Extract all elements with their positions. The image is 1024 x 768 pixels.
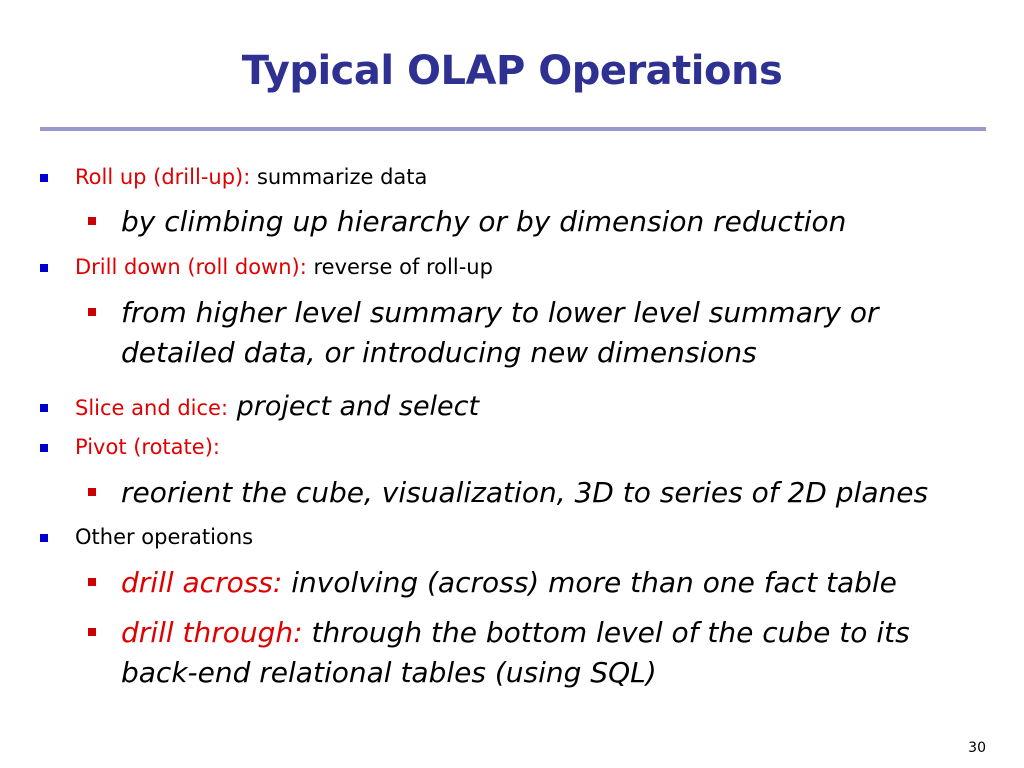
title-divider bbox=[40, 127, 986, 131]
desc-roll-up: summarize data bbox=[250, 165, 428, 189]
term-pivot: Pivot (rotate): bbox=[75, 435, 220, 459]
square-bullet-icon bbox=[88, 217, 96, 225]
term-drill-across: drill across: bbox=[121, 566, 283, 599]
sub-text-pivot: reorient the cube, visualization, 3D to series of 2D planes bbox=[121, 476, 929, 509]
square-bullet-icon bbox=[40, 174, 48, 182]
square-bullet-icon bbox=[88, 488, 96, 496]
term-drill-down: Drill down (roll down): bbox=[75, 255, 307, 279]
desc-drill-down: reverse of roll-up bbox=[306, 255, 493, 279]
term-slice-dice: Slice and dice: bbox=[75, 396, 229, 420]
sub-text-roll-up: by climbing up hierarchy or by dimension reduction bbox=[121, 205, 847, 238]
square-bullet-icon bbox=[88, 308, 96, 316]
square-bullet-icon bbox=[40, 264, 48, 272]
desc-drill-through-line2: back-end relational tables (using SQL) bbox=[121, 656, 657, 689]
slide-title: Typical OLAP Operations bbox=[241, 48, 783, 94]
square-bullet-icon bbox=[40, 444, 48, 452]
page-number: 30 bbox=[968, 740, 986, 756]
term-drill-through: drill through: bbox=[121, 616, 303, 649]
square-bullet-icon bbox=[88, 578, 96, 586]
desc-drill-across: involving (across) more than one fact table bbox=[282, 566, 897, 599]
text-other-operations: Other operations bbox=[75, 525, 254, 549]
sub-text-drill-down-line2: detailed data, or introducing new dimensions bbox=[121, 336, 757, 369]
square-bullet-icon bbox=[40, 404, 48, 412]
desc-slice-dice: project and select bbox=[228, 391, 480, 422]
square-bullet-icon bbox=[40, 534, 48, 542]
square-bullet-icon bbox=[88, 628, 96, 636]
desc-drill-through: through the bottom level of the cube to its bbox=[302, 616, 910, 649]
term-roll-up: Roll up (drill-up): bbox=[75, 165, 251, 189]
sub-text-drill-down-line1: from higher level summary to lower level summary or bbox=[121, 296, 879, 329]
